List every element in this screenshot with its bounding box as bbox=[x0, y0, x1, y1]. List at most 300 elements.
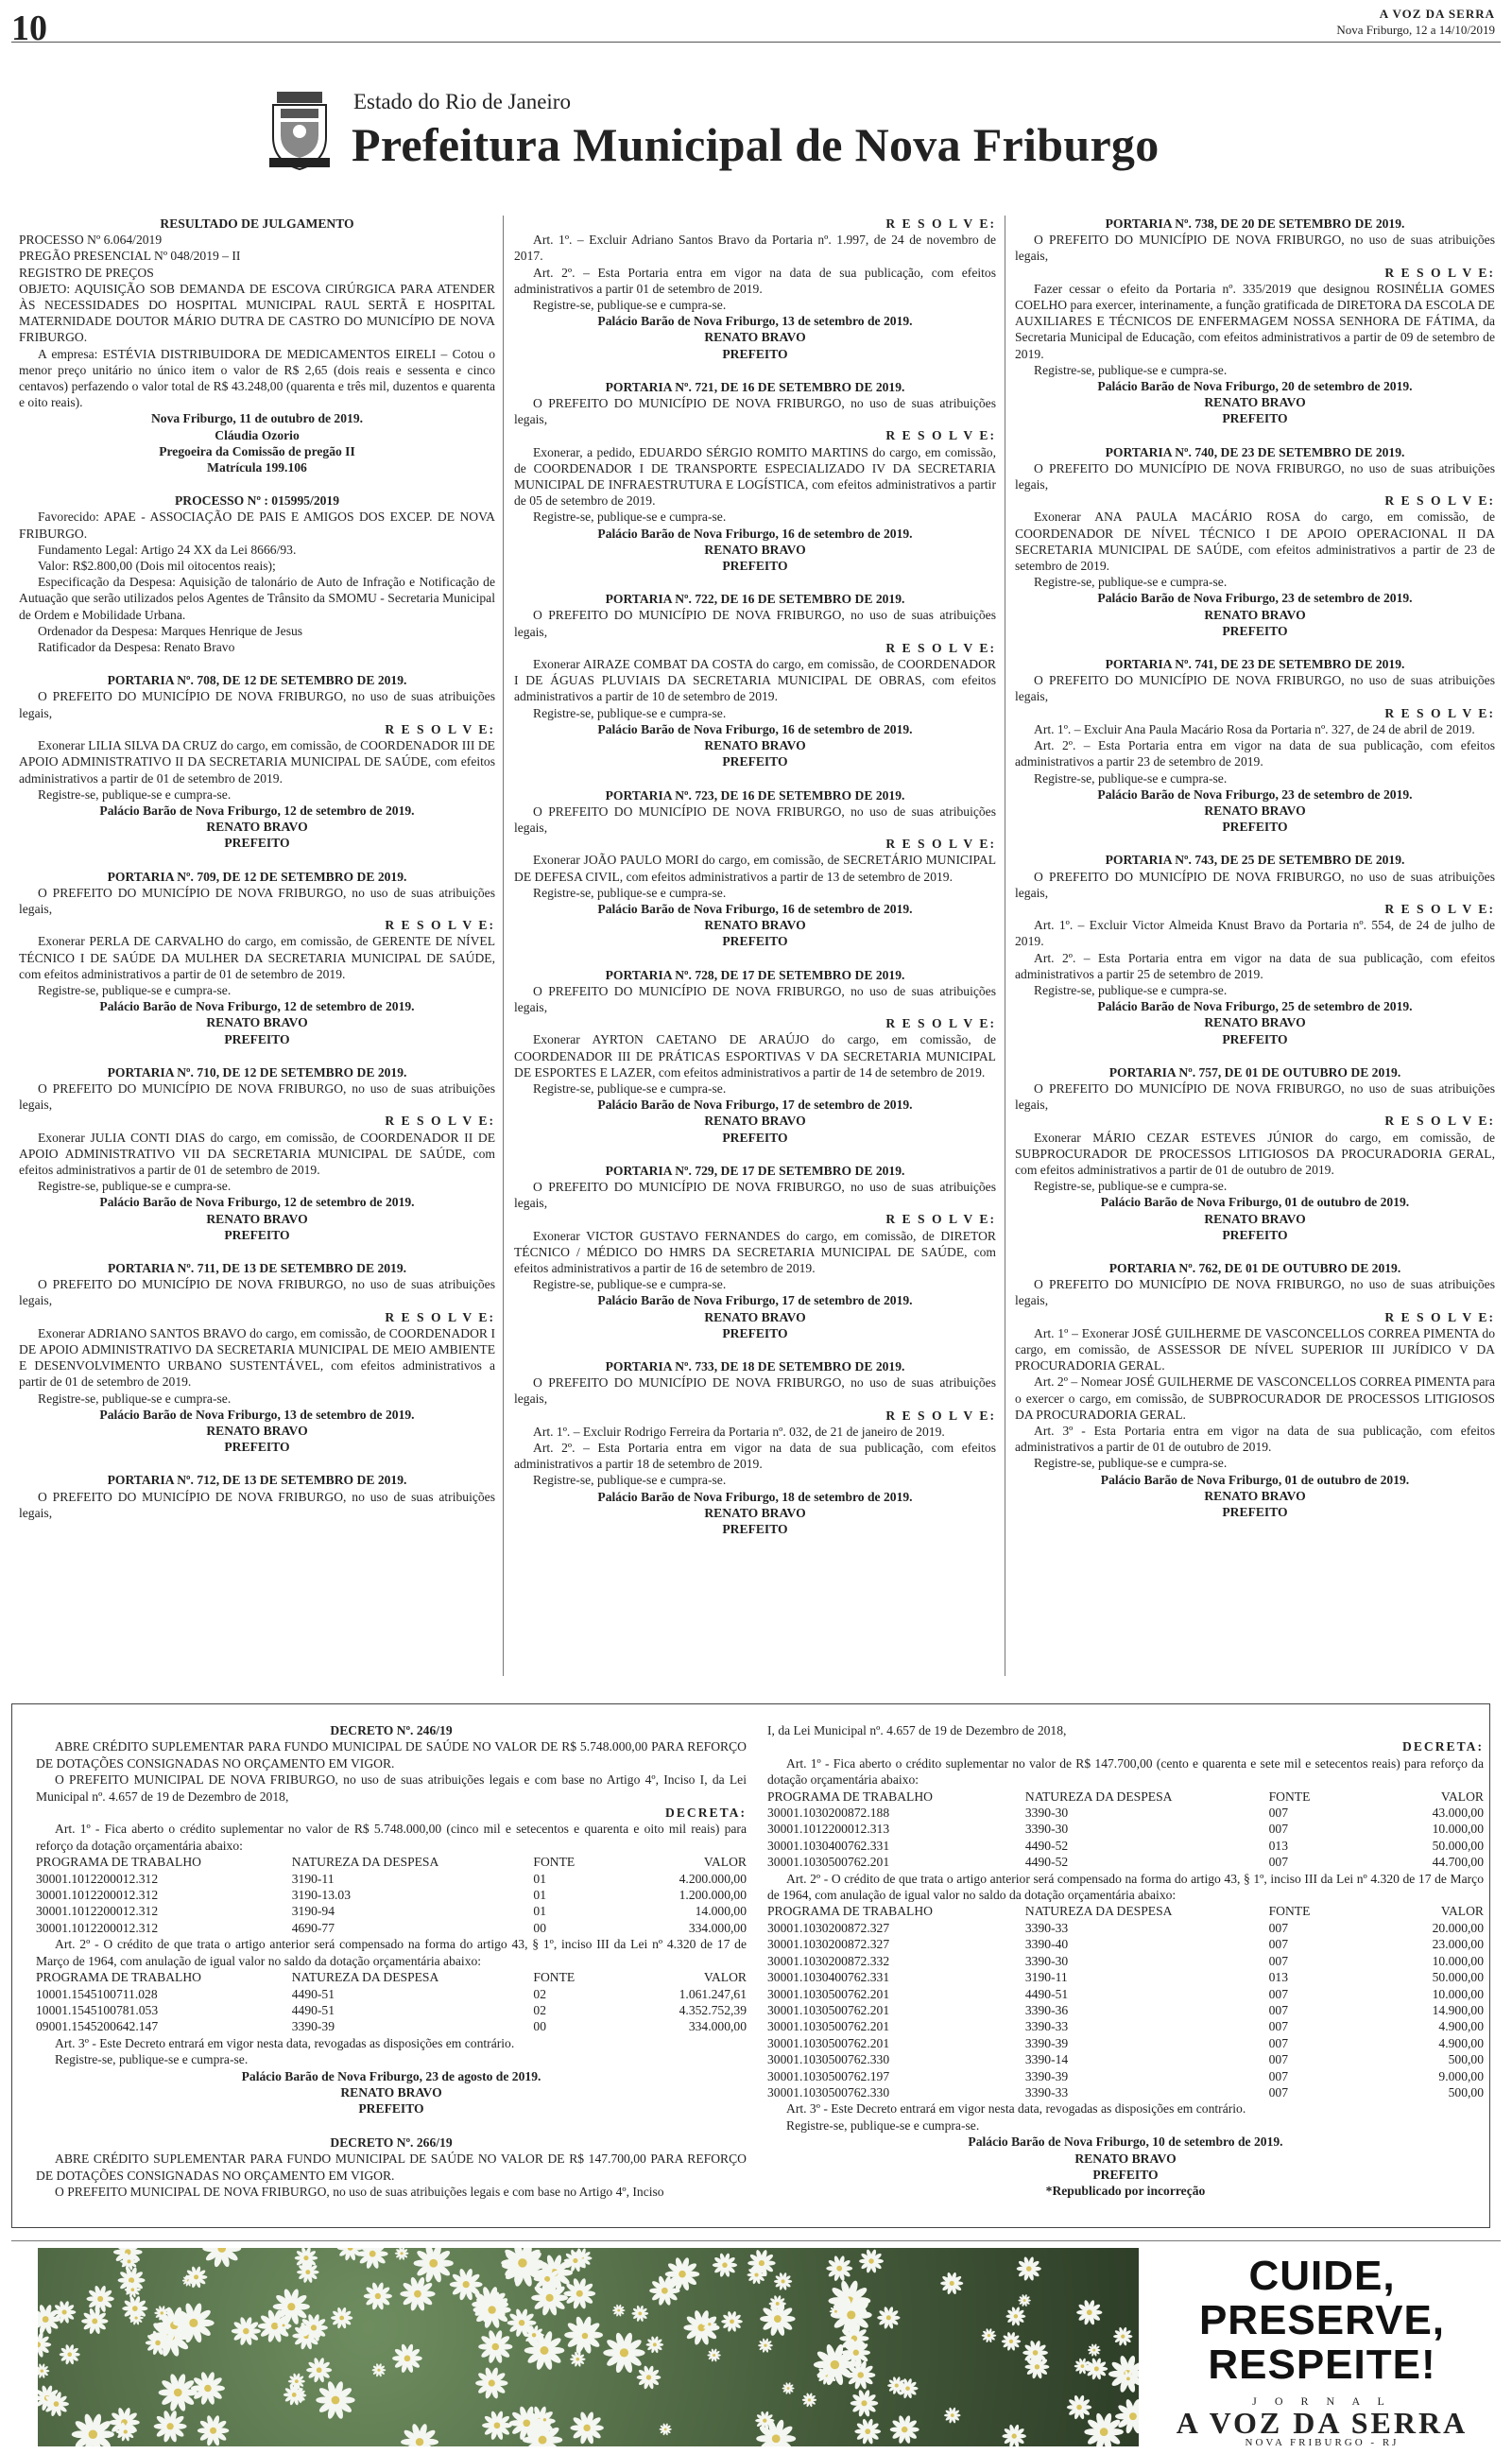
paragraph: Art. 3º - Este Decreto entrará em vigor nesta data, revogadas as disposições em contrário. bbox=[786, 2101, 1246, 2117]
heading: PREFEITO bbox=[224, 1031, 290, 1046]
flower-icon bbox=[72, 2413, 114, 2446]
spacer bbox=[19, 1047, 495, 1064]
table-cell: 3390-33 bbox=[1024, 2019, 1069, 2034]
heading: RENATO BRAVO bbox=[1074, 2151, 1177, 2166]
table-cell: 007 bbox=[1268, 2019, 1288, 2034]
table-cell: 3390-36 bbox=[1024, 2002, 1069, 2017]
resolve-label: R E S O L V E: bbox=[885, 216, 996, 231]
paragraph: Registre-se, publique-se e cumpra-se. bbox=[1034, 362, 1228, 377]
paragraph: Registre-se, publique-se e cumpra-se. bbox=[1034, 1456, 1228, 1471]
table-row bbox=[767, 1953, 1484, 1969]
flower-icon bbox=[38, 2331, 51, 2358]
table-cell: 09001.1545200642.147 bbox=[36, 2019, 159, 2034]
flower-icon bbox=[1076, 2300, 1102, 2325]
flower-icon bbox=[400, 2276, 435, 2311]
page-number: 10 bbox=[11, 9, 47, 48]
flower-icon bbox=[612, 2304, 625, 2316]
resolve-label: R E S O L V E: bbox=[385, 1114, 495, 1129]
column-header: VALOR bbox=[1440, 1789, 1484, 1804]
coat-of-arms-icon bbox=[267, 88, 332, 173]
spacer bbox=[19, 1455, 495, 1472]
heading: RENATO BRAVO bbox=[1204, 607, 1306, 622]
heading: Palácio Barão de Nova Friburgo, 18 de setembro de 2019. bbox=[597, 1489, 913, 1504]
table-cell: 4490-52 bbox=[1024, 1838, 1069, 1853]
heading: Palácio Barão de Nova Friburgo, 17 de setembro de 2019. bbox=[597, 1293, 913, 1308]
spacer bbox=[19, 655, 495, 672]
table-row bbox=[767, 2002, 1484, 2018]
paragraph: Art. 3º - Esta Portaria entra em vigor na data de sua publicação, com efeitos administrativos a partir de 01 de outubro de 2019. bbox=[1015, 1424, 1495, 1455]
ad-city: NOVA FRIBURGO - RJ bbox=[1245, 2437, 1400, 2448]
decree-266 bbox=[767, 1722, 1484, 2200]
resolve-label: R E S O L V E: bbox=[1384, 493, 1495, 509]
heading: PORTARIA Nº. 721, DE 16 DE SETEMBRO DE 2019. bbox=[605, 379, 905, 394]
table-cell: 10001.1545100781.053 bbox=[36, 2002, 159, 2017]
heading: PORTARIA Nº. 738, DE 20 DE SETEMBRO DE 2019. bbox=[1105, 216, 1405, 231]
paragraph: Art. 2º. – Esta Portaria entra em vigor na data de sua publicação, com efeitos administrativos a partir 01 de setembro de 2019. bbox=[514, 265, 996, 296]
paragraph: Ordenador da Despesa: Marques Henrique de Jesus bbox=[38, 623, 303, 638]
table-cell: 01 bbox=[533, 1904, 546, 1919]
table-cell: 14.000,00 bbox=[695, 1904, 747, 1919]
spacer bbox=[514, 574, 996, 591]
table-cell: 3390-33 bbox=[1024, 2084, 1069, 2100]
table-cell: 02 bbox=[533, 2002, 546, 2017]
table-cell: 44.700,00 bbox=[1432, 1855, 1484, 1870]
spacer bbox=[1015, 639, 1495, 656]
paragraph: O PREFEITO DO MUNICÍPIO DE NOVA FRIBURGO, no uso de suas atribuições legais, bbox=[19, 885, 495, 916]
table-cell: 334.000,00 bbox=[688, 1920, 747, 1935]
heading: PREFEITO bbox=[1222, 1505, 1288, 1520]
heading: Palácio Barão de Nova Friburgo, 13 de setembro de 2019. bbox=[99, 1407, 415, 1422]
heading: RENATO BRAVO bbox=[206, 820, 308, 835]
heading: PREFEITO bbox=[1222, 1227, 1288, 1242]
column-header: NATUREZA DA DESPESA bbox=[1024, 1904, 1173, 1919]
heading: PREFEITO bbox=[1222, 1031, 1288, 1046]
budget-table bbox=[36, 1854, 747, 1936]
table-cell: 30001.1012200012.312 bbox=[36, 1888, 159, 1903]
table-row bbox=[767, 2051, 1484, 2067]
paragraph: O PREFEITO DO MUNICÍPIO DE NOVA FRIBURGO, no uso de suas atribuições legais, bbox=[514, 804, 996, 835]
flower-icon bbox=[1002, 2332, 1022, 2352]
decreta-label: DECRETA: bbox=[665, 1806, 747, 1821]
resolve-label: R E S O L V E: bbox=[1384, 265, 1495, 280]
paragraph: Exonerar ADRIANO SANTOS BRAVO do cargo, em comissão, de COORDENADOR I DE APOIO ADMINISTRATIVO DA SECRETARIA MUNICIPAL DE MEIO AMBIENTE E DESENVOLVIMENTO URBANO SUSTENTÁVEL, com efeitos administrativos a partir de 01 de setembro de 2019. bbox=[19, 1325, 495, 1390]
heading: PORTARIA Nº. 729, DE 17 DE SETEMBRO DE 2019. bbox=[605, 1163, 905, 1178]
paragraph: Exonerar AIRAZE COMBAT DA COSTA do cargo, em comissão, de COORDENADOR I DE ÁGUAS PLUVIAIS DA SECRETARIA MUNICIPAL DE OBRAS, com efeitos administrativos a partir de 10 de setembro de 2019. bbox=[514, 657, 996, 704]
heading: RENATO BRAVO bbox=[206, 1015, 308, 1030]
table-row bbox=[767, 2084, 1484, 2100]
table-row bbox=[767, 1805, 1484, 1821]
paragraph: Fazer cessar o efeito da Portaria nº. 335/2019 que designou ROSINÉLIA GOMES COELHO para exercer, interinamente, a função gratificada de DIRETORA DA ESCOLA DE AUXILIARES E TÉCNICOS DE ENFERMAGEM NOSSA SENHORA DE FÁTIMA, da Secretaria Municipal de Educação, com efeitos administrativos a partir de 09 de setembro de 2019. bbox=[1015, 281, 1495, 361]
heading: RENATO BRAVO bbox=[704, 918, 806, 933]
budget-table bbox=[767, 1903, 1484, 2100]
table-cell: 4690-77 bbox=[291, 1920, 335, 1935]
table-row bbox=[36, 1903, 747, 1919]
paragraph: Registre-se, publique-se e cumpra-se. bbox=[1034, 575, 1228, 590]
table-cell: 10.000,00 bbox=[1432, 1986, 1484, 2001]
paragraph: Art. 2º - O crédito de que trata o artigo anterior será compensado na forma do artigo 43, § 1º, inciso III da Lei nº 4.320 de 17 de Março de 1964, com anulação de igual valor no saldo da dotação orçamentária abaixo: bbox=[767, 1871, 1484, 1903]
table-cell: 30001.1012200012.312 bbox=[36, 1920, 159, 1935]
table-cell: 3190-11 bbox=[291, 1871, 335, 1886]
spacer bbox=[1015, 1243, 1495, 1260]
spacer bbox=[36, 2117, 747, 2134]
flower-icon bbox=[1088, 2343, 1101, 2357]
column-header: PROGRAMA DE TRABALHO bbox=[767, 1904, 933, 1919]
heading: Palácio Barão de Nova Friburgo, 23 de setembro de 2019. bbox=[1097, 786, 1413, 802]
heading: *Republicado por incorreção bbox=[1045, 2184, 1206, 2199]
heading: Palácio Barão de Nova Friburgo, 01 de outubro de 2019. bbox=[1100, 1195, 1410, 1210]
table-cell: 30001.1012200012.312 bbox=[36, 1904, 159, 1919]
flower-icon bbox=[944, 2407, 960, 2424]
table-cell: 20.000,00 bbox=[1432, 1920, 1484, 1935]
flower-icon bbox=[395, 2248, 409, 2260]
column-header: VALOR bbox=[703, 1855, 747, 1870]
table-row bbox=[36, 2018, 747, 2034]
paragraph: PREGÃO PRESENCIAL Nº 048/2019 – II bbox=[19, 249, 241, 264]
paragraph: Art. 2º - O crédito de que trata o artigo anterior será compensado na forma do artigo 43, § 1º, inciso III da Lei nº 4.320 de 17 de Março de 1964, com anulação de igual valor no saldo da dotação orçamentária abaixo: bbox=[36, 1937, 747, 1968]
header-divider bbox=[11, 42, 1501, 43]
flower-icon bbox=[154, 2410, 187, 2443]
prefeitura-title: Prefeitura Municipal de Nova Friburgo bbox=[352, 118, 1160, 171]
heading: PORTARIA Nº. 708, DE 12 DE SETEMBRO DE 2019. bbox=[107, 673, 407, 688]
table-cell: 30001.1012200012.313 bbox=[767, 1822, 890, 1837]
heading: RENATO BRAVO bbox=[1204, 1488, 1306, 1503]
table-cell: 30001.1030500762.330 bbox=[767, 2084, 890, 2100]
paragraph: Valor: R$2.800,00 (Dois mil oitocentos reais); bbox=[38, 559, 276, 574]
table-cell: 10.000,00 bbox=[1432, 1822, 1484, 1837]
table-row bbox=[767, 1969, 1484, 1985]
table-row bbox=[767, 2018, 1484, 2034]
column-divider bbox=[503, 216, 504, 1676]
heading: RENATO BRAVO bbox=[1204, 1211, 1306, 1226]
table-cell: 3390-30 bbox=[1024, 1822, 1069, 1837]
paragraph: Exonerar ANA PAULA MACÁRIO ROSA do cargo, em comissão, de COORDENADOR DE NÍVEL TÉCNICO I DE APOIO OPERACIONAL II DA SECRETARIA MUNICIPAL DE SAÚDE, com efeitos administrativos a partir de 23 de setembro de 2019. bbox=[1015, 510, 1495, 574]
paragraph: A empresa: ESTÉVIA DISTRIBUIDORA DE MEDICAMENTOS EIRELI – Cotou o menor preço unitário no único item o valor de R$ 2,65 (dois reais e sessenta e cinco centavos) perfazendo o valor total de R$ 43.248,00 (quarenta e três mil, duzentos e quarenta e oito reais). bbox=[19, 346, 495, 410]
heading: DECRETO Nº. 246/19 bbox=[330, 1723, 453, 1737]
flower-icon bbox=[392, 2343, 422, 2374]
table-cell: 334.000,00 bbox=[688, 2019, 747, 2034]
paragraph: O PREFEITO DO MUNICÍPIO DE NOVA FRIBURGO, no uso de suas atribuições legais, bbox=[1015, 1080, 1495, 1113]
heading: PORTARIA Nº. 722, DE 16 DE SETEMBRO DE 2019. bbox=[605, 592, 905, 607]
resolve-label: R E S O L V E: bbox=[385, 1309, 495, 1324]
resolve-label: R E S O L V E: bbox=[1384, 901, 1495, 916]
advertisement bbox=[1142, 2248, 1503, 2446]
flower-icon bbox=[721, 2310, 743, 2332]
heading: RENATO BRAVO bbox=[704, 1505, 806, 1520]
table-cell: 4490-51 bbox=[1024, 1986, 1069, 2001]
paragraph: Art. 1º. – Excluir Ana Paula Macário Rosa da Portaria nº. 327, de 24 de abril de 2019. bbox=[1034, 721, 1475, 736]
heading: PORTARIA Nº. 723, DE 16 DE SETEMBRO DE 2019. bbox=[605, 787, 905, 803]
paragraph: O PREFEITO DO MUNICÍPIO DE NOVA FRIBURGO, no uso de suas atribuições legais, bbox=[19, 1277, 495, 1308]
table-cell: 30001.1030400762.331 bbox=[767, 1838, 890, 1853]
resolve-label: R E S O L V E: bbox=[1384, 1114, 1495, 1129]
flower-icon bbox=[1067, 2394, 1091, 2420]
heading: PORTARIA Nº. 733, DE 18 DE SETEMBRO DE 2019. bbox=[605, 1359, 905, 1374]
heading: Palácio Barão de Nova Friburgo, 17 de setembro de 2019. bbox=[597, 1097, 913, 1113]
heading: PORTARIA Nº. 712, DE 13 DE SETEMBRO DE 2019. bbox=[107, 1473, 407, 1488]
column-header: FONTE bbox=[533, 1970, 576, 1985]
flower-icon bbox=[1085, 2358, 1108, 2380]
heading: PREFEITO bbox=[1222, 820, 1288, 835]
heading: RESULTADO DE JULGAMENTO bbox=[160, 216, 354, 231]
spacer bbox=[514, 362, 996, 379]
heading: PORTARIA Nº. 740, DE 23 DE SETEMBRO DE 2019. bbox=[1105, 444, 1405, 459]
spacer bbox=[19, 852, 495, 869]
paragraph: O PREFEITO DO MUNICÍPIO DE NOVA FRIBURGO, no uso de suas atribuições legais, bbox=[514, 1179, 996, 1211]
heading: PROCESSO Nº : 015995/2019 bbox=[174, 493, 340, 509]
flower-icon bbox=[1002, 2424, 1025, 2446]
paragraph: Exonerar PERLA DE CARVALHO do cargo, em comissão, de GERENTE DE NÍVEL TÉCNICO I DE SAÚDE DA MULHER DA SECRETARIA MUNICIPAL DE SAÚDE, com efeitos administrativos a partir de 01 de setembro de 2019. bbox=[19, 934, 495, 981]
table-cell: 007 bbox=[1268, 2052, 1288, 2067]
spacer bbox=[19, 1243, 495, 1260]
paragraph: OBJETO: AQUISIÇÃO SOB DEMANDA DE ESCOVA CIRÚRGICA PARA ATENDER ÀS NECESSIDADES DO HOSPITAL MUNICIPAL RAUL SERTÃ E HOSPITAL MATERNIDADE DOUTOR MÁRIO DUTRA DE CASTRO DO MUNICÍPIO DE NOVA FRIBURGO. bbox=[19, 281, 495, 345]
table-row bbox=[36, 1887, 747, 1903]
flower-icon bbox=[38, 2363, 49, 2378]
decree-246 bbox=[36, 1722, 747, 2200]
table-row bbox=[36, 2002, 747, 2018]
heading: Palácio Barão de Nova Friburgo, 23 de setembro de 2019. bbox=[1097, 591, 1413, 606]
paragraph: Fundamento Legal: Artigo 24 XX da Lei 8666/93. bbox=[38, 542, 297, 557]
table-row bbox=[767, 2035, 1484, 2051]
table-cell: 50.000,00 bbox=[1432, 1970, 1484, 1985]
footer-divider bbox=[11, 2240, 1501, 2241]
paragraph: Registre-se, publique-se e cumpra-se. bbox=[786, 2117, 980, 2133]
table-cell: 30001.1030400762.331 bbox=[767, 1970, 890, 1985]
table-cell: 007 bbox=[1268, 2068, 1288, 2083]
paragraph: Registre-se, publique-se e cumpra-se. bbox=[38, 1391, 232, 1406]
heading: PORTARIA Nº. 711, DE 13 DE SETEMBRO DE 2019. bbox=[107, 1260, 407, 1275]
heading: RENATO BRAVO bbox=[704, 542, 806, 557]
paragraph: O PREFEITO MUNICIPAL DE NOVA FRIBURGO, no uso de suas atribuições legais e com base no Artigo 4º, Inciso I, da Lei Municipal nº. 4.657 de 19 de Dezembro de 2018, bbox=[36, 1772, 747, 1804]
flower-icon bbox=[159, 2373, 198, 2411]
column-2 bbox=[514, 216, 996, 1537]
table-cell: 007 bbox=[1268, 1806, 1288, 1821]
heading: PREFEITO bbox=[224, 836, 290, 851]
heading: PREFEITO bbox=[1222, 411, 1288, 426]
resolve-label: R E S O L V E: bbox=[885, 837, 996, 852]
paragraph: Art. 2º. – Esta Portaria entra em vigor na data de sua publicação, com efeitos administrativos a partir 18 de setembro de 2019. bbox=[514, 1441, 996, 1472]
paragraph: Registre-se, publique-se e cumpra-se. bbox=[1034, 982, 1228, 997]
heading: PREFEITO bbox=[722, 1130, 788, 1145]
flower-icon bbox=[1018, 2294, 1030, 2307]
paragraph: Registre-se, publique-se e cumpra-se. bbox=[533, 1080, 727, 1096]
table-row bbox=[767, 1920, 1484, 1936]
flower-icon bbox=[372, 2363, 387, 2377]
flower-icon bbox=[826, 2255, 852, 2282]
flower-icon bbox=[774, 2273, 792, 2290]
table-cell: 4.352.752,39 bbox=[679, 2002, 747, 2017]
column-3 bbox=[1015, 216, 1495, 1520]
paragraph: Art. 2º. – Esta Portaria entra em vigor na data de sua publicação, com efeitos administrativos a partir 23 de setembro de 2019. bbox=[1015, 738, 1495, 769]
heading: Nova Friburgo, 11 de outubro de 2019. bbox=[150, 411, 364, 426]
table-cell: 01 bbox=[533, 1871, 546, 1886]
heading: Matrícula 199.106 bbox=[207, 460, 307, 475]
column-header: PROGRAMA DE TRABALHO bbox=[767, 1789, 933, 1804]
heading: PREFEITO bbox=[1092, 2167, 1159, 2182]
paragraph: Art. 1º. – Excluir Victor Almeida Knust Bravo da Portaria nº. 554, de 24 de julho de 2019. bbox=[1015, 918, 1495, 949]
paragraph: O PREFEITO DO MUNICÍPIO DE NOVA FRIBURGO, no uso de suas atribuições legais, bbox=[1015, 460, 1495, 493]
flower-icon bbox=[940, 2272, 963, 2294]
flower-icon bbox=[637, 2365, 662, 2390]
table-row bbox=[767, 1854, 1484, 1870]
decreta-label: DECRETA: bbox=[1402, 1739, 1484, 1754]
table-cell: 3190-94 bbox=[291, 1904, 335, 1919]
flower-icon bbox=[185, 2266, 208, 2289]
table-cell: 3390-39 bbox=[1024, 2068, 1069, 2083]
paragraph: ABRE CRÉDITO SUPLEMENTAR PARA FUNDO MUNICIPAL DE SAÚDE NO VALOR DE R$ 147.700,00 PARA REFORÇO DE DOTAÇÕES CONSIGNADAS NO ORÇAMENTO EM VIGOR. bbox=[36, 2152, 747, 2183]
table-cell: 30001.1030500762.201 bbox=[767, 2002, 890, 2017]
spacer bbox=[514, 1146, 996, 1163]
table-cell: 4490-51 bbox=[291, 1986, 335, 2001]
resolve-label: R E S O L V E: bbox=[885, 428, 996, 443]
heading: Palácio Barão de Nova Friburgo, 12 de setembro de 2019. bbox=[99, 803, 415, 818]
column-header: PROGRAMA DE TRABALHO bbox=[36, 1970, 201, 1985]
flower-icon bbox=[1005, 2307, 1025, 2326]
table-cell: 00 bbox=[533, 2019, 546, 2034]
flower-icon bbox=[198, 2414, 229, 2446]
ad-newspaper-name: A VOZ DA SERRA bbox=[1176, 2406, 1469, 2440]
flower-icon bbox=[401, 2423, 438, 2446]
flower-icon bbox=[306, 2358, 332, 2383]
paragraph: Registre-se, publique-se e cumpra-se. bbox=[38, 1179, 232, 1194]
paragraph: Registre-se, publique-se e cumpra-se. bbox=[533, 510, 727, 525]
paragraph: Registre-se, publique-se e cumpra-se. bbox=[38, 786, 232, 802]
heading: PORTARIA Nº. 762, DE 01 DE OUTUBRO DE 2019. bbox=[1108, 1260, 1401, 1275]
paragraph: Registre-se, publique-se e cumpra-se. bbox=[533, 1473, 727, 1488]
paragraph: Registre-se, publique-se e cumpra-se. bbox=[533, 705, 727, 720]
heading: Palácio Barão de Nova Friburgo, 16 de setembro de 2019. bbox=[597, 526, 913, 541]
table-cell: 500,00 bbox=[1448, 2052, 1484, 2067]
heading: RENATO BRAVO bbox=[704, 738, 806, 753]
table-cell: 1.061.247,61 bbox=[679, 1986, 747, 2001]
flower-icon bbox=[603, 2332, 644, 2374]
spacer bbox=[514, 1341, 996, 1358]
table-cell: 23.000,00 bbox=[1432, 1937, 1484, 1952]
table-cell: 013 bbox=[1268, 1970, 1288, 1985]
table-cell: 500,00 bbox=[1448, 2084, 1484, 2100]
spacer bbox=[19, 475, 495, 493]
table-cell: 30001.1012200012.312 bbox=[36, 1871, 159, 1886]
table-cell: 30001.1030500762.197 bbox=[767, 2068, 890, 2083]
table-cell: 013 bbox=[1268, 1838, 1288, 1853]
heading: PREFEITO bbox=[722, 559, 788, 574]
heading: PREFEITO bbox=[722, 1522, 788, 1537]
heading: RENATO BRAVO bbox=[206, 1424, 308, 1439]
spacer bbox=[514, 770, 996, 787]
heading: Palácio Barão de Nova Friburgo, 20 de setembro de 2019. bbox=[1097, 379, 1413, 394]
paragraph: ABRE CRÉDITO SUPLEMENTAR PARA FUNDO MUNICIPAL DE SAÚDE NO VALOR DE R$ 5.748.000,00 PARA REFORÇO DE DOTAÇÕES CONSIGNADAS NO ORÇAMENTO EM VIGOR. bbox=[36, 1739, 747, 1771]
heading: PORTARIA Nº. 710, DE 12 DE SETEMBRO DE 2019. bbox=[107, 1064, 407, 1080]
heading: Palácio Barão de Nova Friburgo, 10 de setembro de 2019. bbox=[968, 2134, 1283, 2150]
flower-icon bbox=[782, 2382, 795, 2394]
column-header: FONTE bbox=[1268, 1789, 1311, 1804]
flower-icon bbox=[202, 2248, 241, 2268]
flower-icon bbox=[859, 2249, 884, 2273]
paragraph: PROCESSO Nº 6.064/2019 bbox=[19, 233, 163, 248]
paragraph: O PREFEITO DO MUNICÍPIO DE NOVA FRIBURGO, no uso de suas atribuições legais, bbox=[1015, 1277, 1495, 1308]
heading: PREFEITO bbox=[224, 1440, 290, 1455]
flower-icon bbox=[357, 2248, 388, 2270]
table-cell: 007 bbox=[1268, 1920, 1288, 1935]
table-cell: 1.200.000,00 bbox=[679, 1888, 747, 1903]
table-row bbox=[36, 1986, 747, 2002]
flower-icon bbox=[713, 2253, 737, 2277]
resolve-label: R E S O L V E: bbox=[385, 918, 495, 933]
paragraph: Exonerar JOÃO PAULO MORI do cargo, em comissão, de SECRETÁRIO MUNICIPAL DE DEFESA CIVIL, com efeitos administrativos a partir de 13 de setembro de 2019. bbox=[514, 853, 996, 884]
column-header: FONTE bbox=[533, 1855, 576, 1870]
table-cell: 3190-11 bbox=[1024, 1970, 1068, 1985]
heading: PREFEITO bbox=[224, 1227, 290, 1242]
table-header bbox=[767, 1903, 1484, 1919]
column-header: NATUREZA DA DESPESA bbox=[1024, 1789, 1173, 1804]
column-header: VALOR bbox=[703, 1970, 747, 1985]
heading: Palácio Barão de Nova Friburgo, 16 de setembro de 2019. bbox=[597, 721, 913, 736]
table-cell: 30001.1030500762.201 bbox=[767, 2019, 890, 2034]
table-cell: 007 bbox=[1268, 1986, 1288, 2001]
paragraph: Art. 1º – Exonerar JOSÉ GUILHERME DE VASCONCELLOS CORREA PIMENTA do cargo, em comissão, de ASSESSOR DE NÍVEL SUPERIOR III JURÍDICO V DA PROCURADORIA GERAL. bbox=[1015, 1325, 1495, 1374]
paragraph: Favorecido: APAE - ASSOCIAÇÃO DE PAIS E AMIGOS DOS EXCEP. DE NOVA FRIBURGO. bbox=[19, 510, 495, 541]
paragraph: O PREFEITO DO MUNICÍPIO DE NOVA FRIBURGO, no uso de suas atribuições legais, bbox=[1015, 233, 1495, 264]
resolve-label: R E S O L V E: bbox=[1384, 1309, 1495, 1324]
paragraph: Art. 3º - Este Decreto entrará em vigor nesta data, revogadas as disposições em contrário. bbox=[55, 2035, 515, 2050]
table-cell: 007 bbox=[1268, 1855, 1288, 1870]
heading: PREFEITO bbox=[722, 754, 788, 769]
paragraph: Exonerar JULIA CONTI DIAS do cargo, em comissão, de COORDENADOR II DE APOIO ADMINISTRATIVO VII DA SECRETARIA MUNICIPAL DE SAÚDE, com efeitos administrativos a partir de 01 de setembro de 2019. bbox=[19, 1130, 495, 1177]
paragraph: O PREFEITO DO MUNICÍPIO DE NOVA FRIBURGO, no uso de suas atribuições legais, bbox=[514, 608, 996, 639]
heading: RENATO BRAVO bbox=[704, 1114, 806, 1129]
paragraph: O PREFEITO DO MUNICÍPIO DE NOVA FRIBURGO, no uso de suas atribuições legais, bbox=[1015, 673, 1495, 704]
heading: PORTARIA Nº. 743, DE 25 DE SETEMBRO DE 2019. bbox=[1105, 853, 1405, 868]
table-cell: 3190-13.03 bbox=[291, 1888, 352, 1903]
paragraph: Art. 2º – Nomear JOSÉ GUILHERME DE VASCONCELLOS CORREA PIMENTA para o exercer o cargo, em comissão, de SUBPROCURADOR DE PROCESSOS LITIGIOSOS DA PROCURADORIA GERAL. bbox=[1015, 1374, 1495, 1422]
table-cell: 007 bbox=[1268, 1937, 1288, 1952]
heading: PREFEITO bbox=[358, 2101, 424, 2117]
flower-icon bbox=[758, 2338, 773, 2353]
table-cell: 3390-40 bbox=[1024, 1937, 1069, 1952]
table-cell: 02 bbox=[533, 1986, 546, 2001]
spacer bbox=[1015, 835, 1495, 852]
spacer bbox=[1015, 1047, 1495, 1064]
table-cell: 50.000,00 bbox=[1432, 1838, 1484, 1853]
heading: PREFEITO bbox=[722, 934, 788, 949]
table-cell: 30001.1030500762.201 bbox=[767, 1855, 890, 1870]
table-row bbox=[767, 1821, 1484, 1837]
heading: DECRETO Nº. 266/19 bbox=[330, 2134, 453, 2150]
heading: Palácio Barão de Nova Friburgo, 12 de setembro de 2019. bbox=[99, 1195, 415, 1210]
spacer bbox=[1015, 427, 1495, 444]
table-cell: 10001.1545100711.028 bbox=[36, 1986, 158, 2001]
table-row bbox=[767, 1986, 1484, 2002]
table-row bbox=[767, 1936, 1484, 1952]
column-header: NATUREZA DA DESPESA bbox=[291, 1970, 439, 1985]
flower-icon bbox=[570, 2411, 603, 2445]
paragraph: I, da Lei Municipal nº. 4.657 de 19 de Dezembro de 2018, bbox=[767, 1723, 1067, 1737]
paragraph: Exonerar MÁRIO CEZAR ESTEVES JÚNIOR do cargo, em comissão, de SUBPROCURADOR DE PROCESSOS LITIGIOSOS DA PROCURADORIA GERAL, com efeitos administrativos a partir de 01 de outubro de 2019. bbox=[1015, 1130, 1495, 1177]
heading: PORTARIA Nº. 709, DE 12 DE SETEMBRO DE 2019. bbox=[107, 869, 407, 884]
paragraph: Registre-se, publique-se e cumpra-se. bbox=[533, 885, 727, 900]
resolve-label: R E S O L V E: bbox=[885, 1408, 996, 1423]
paragraph: Art. 2º. – Esta Portaria entra em vigor na data de sua publicação, com efeitos administrativos a partir 25 de setembro de 2019. bbox=[1015, 950, 1495, 981]
budget-table bbox=[36, 1969, 747, 2035]
table-cell: 007 bbox=[1268, 1822, 1288, 1837]
flower-icon bbox=[414, 2248, 454, 2283]
table-cell: 4.900,00 bbox=[1438, 2019, 1484, 2034]
spacer bbox=[514, 950, 996, 967]
table-cell: 00 bbox=[533, 1920, 546, 1935]
paragraph: Registre-se, publique-se e cumpra-se. bbox=[1034, 770, 1228, 786]
flower-icon bbox=[854, 2418, 881, 2445]
flower-icon bbox=[1113, 2326, 1132, 2345]
paragraph: O PREFEITO DO MUNICÍPIO DE NOVA FRIBURGO, no uso de suas atribuições legais, bbox=[514, 1375, 996, 1407]
